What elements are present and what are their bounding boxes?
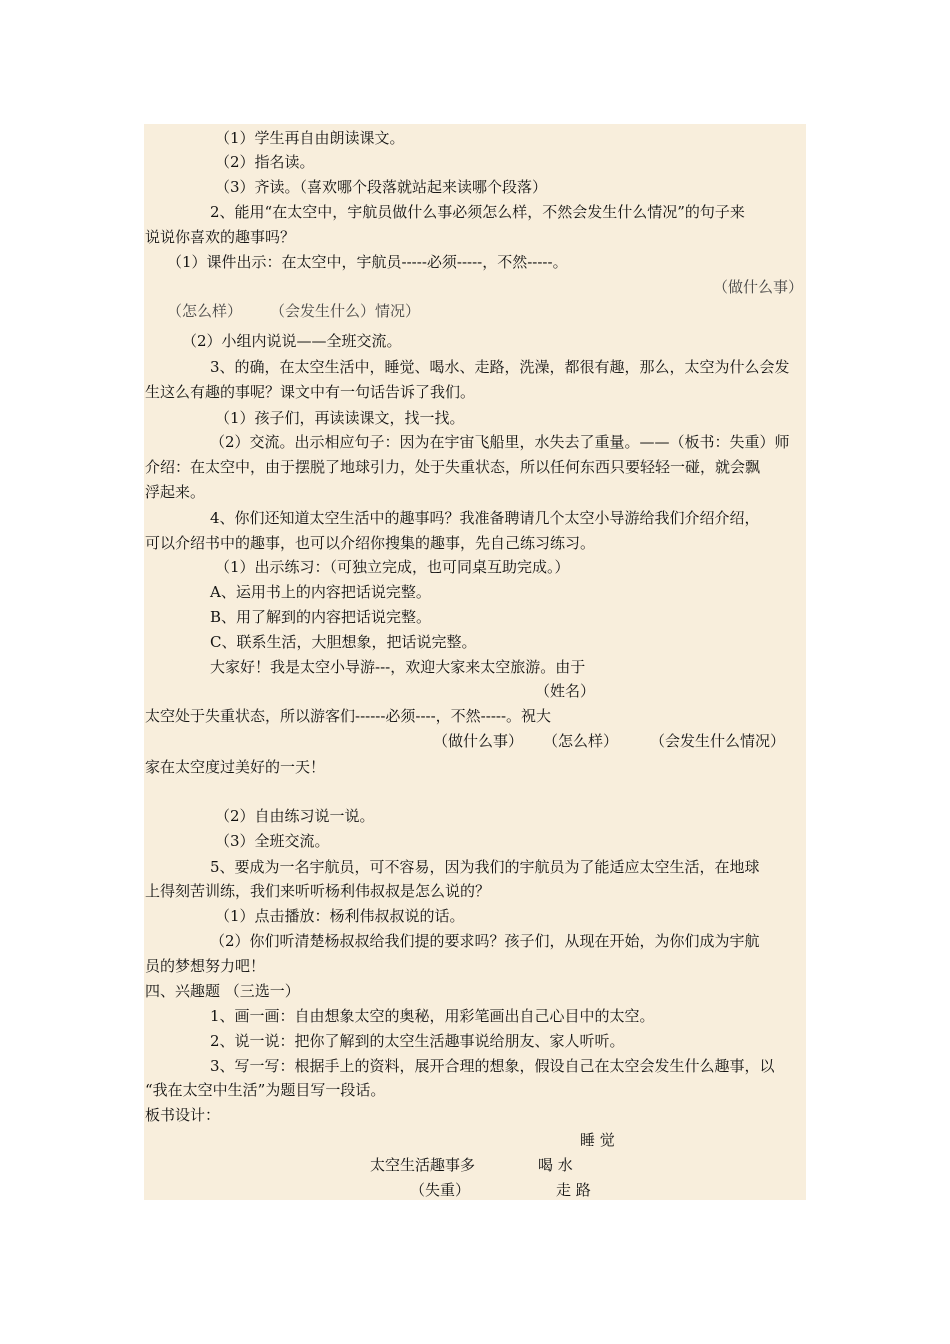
text-line: 家在太空度过美好的一天！: [145, 758, 326, 776]
text-line: （2）交流。出示相应句子：因为在宇宙飞船里，水失去了重量。——（板书：失重）师: [210, 433, 790, 451]
text-line: 说说你喜欢的趣事吗？: [145, 228, 296, 246]
text-line: 上得刻苦训练，我们来听听杨利伟叔叔是怎么说的？: [145, 882, 491, 900]
text-line: B、用了解到的内容把话说完整。: [210, 608, 432, 626]
section-heading: 四、兴趣题 （三选一）: [145, 982, 300, 1000]
text-line: （1）课件出示：在太空中，宇航员-----必须-----，不然-----。: [167, 253, 568, 271]
text-line: （2）你们听清楚杨叔叔给我们提的要求吗？孩子们，从现在开始，为你们成为宇航: [210, 932, 760, 950]
text-line: （1）点击播放：杨利伟叔叔说的话。: [215, 907, 465, 925]
text-line: 3、写一写：根据手上的资料，展开合理的想象，假设自己在太空会发生什么趣事，以: [210, 1057, 775, 1075]
text-line: （2）指名读。: [215, 153, 315, 171]
annotation-label: （会发生什么情况）: [650, 732, 786, 750]
annotation-label: （怎么样）: [543, 732, 619, 750]
text-line: 1、画一画：自由想象太空的奥秘，用彩笔画出自己心目中的太空。: [210, 1007, 655, 1025]
board-title: 太空生活趣事多: [370, 1156, 476, 1174]
text-line: （1）学生再自由朗读课文。: [215, 129, 405, 147]
board-item: 走 路: [556, 1181, 591, 1199]
text-line: 3、的确，在太空生活中，睡觉、喝水、走路，洗澡，都很有趣，那么，太空为什么会发: [210, 358, 790, 376]
text-line: （2）自由练习说一说。: [215, 807, 375, 825]
text-line: （2）小组内说说——全班交流。: [182, 332, 402, 350]
annotation-label: （怎么样）: [167, 302, 243, 320]
annotation-label: （会发生什么）情况）: [270, 302, 421, 320]
annotation-label: （做什么事）: [433, 732, 524, 750]
section-heading: 板书设计：: [145, 1106, 221, 1124]
text-line: 5、要成为一名宇航员，可不容易，因为我们的宇航员为了能适应太空生活，在地球: [210, 858, 760, 876]
text-line: C、联系生活，大胆想象，把话说完整。: [210, 633, 477, 651]
text-line: 可以介绍书中的趣事，也可以介绍你搜集的趣事，先自己练习练习。: [145, 534, 596, 552]
text-line: 太空处于失重状态，所以游客们------必须----，不然-----。祝大: [145, 707, 552, 725]
board-item: 喝 水: [538, 1156, 573, 1174]
text-line: （3）全班交流。: [215, 832, 330, 850]
text-line: 4、你们还知道太空生活中的趣事吗？我准备聘请几个太空小导游给我们介绍介绍，: [210, 509, 760, 527]
text-line: A、运用书上的内容把话说完整。: [210, 583, 431, 601]
text-line: （1）出示练习：（可独立完成，也可同桌互助完成。）: [215, 558, 570, 576]
text-line: “我在太空中生活”为题目写一段话。: [145, 1081, 386, 1099]
annotation-label: （姓名）: [535, 682, 596, 700]
text-line: 大家好！我是太空小导游---，欢迎大家来太空旅游。由于: [210, 658, 586, 676]
text-line: 2、能用“在太空中，宇航员做什么事必须怎么样，不然会发生什么情况”的句子来: [210, 203, 745, 221]
text-line: 生这么有趣的事呢？课文中有一句话告诉了我们。: [145, 383, 476, 401]
text-line: 员的梦想努力吧！: [145, 957, 266, 975]
text-line: 2、说一说：把你了解到的太空生活趣事说给朋友、家人听听。: [210, 1032, 625, 1050]
board-item: 睡 觉: [580, 1131, 615, 1149]
text-line: （1）孩子们，再读读课文，找一找。: [215, 409, 465, 427]
text-line: （3）齐读。（喜欢哪个段落就站起来读哪个段落）: [215, 178, 548, 196]
text-line: 浮起来。: [145, 483, 206, 501]
board-subtitle: （失重）: [410, 1181, 471, 1199]
text-line: 介绍：在太空中，由于摆脱了地球引力，处于失重状态，所以任何东西只要轻轻一碰，就会飘: [145, 458, 761, 476]
annotation-label: （做什么事）: [713, 278, 804, 296]
